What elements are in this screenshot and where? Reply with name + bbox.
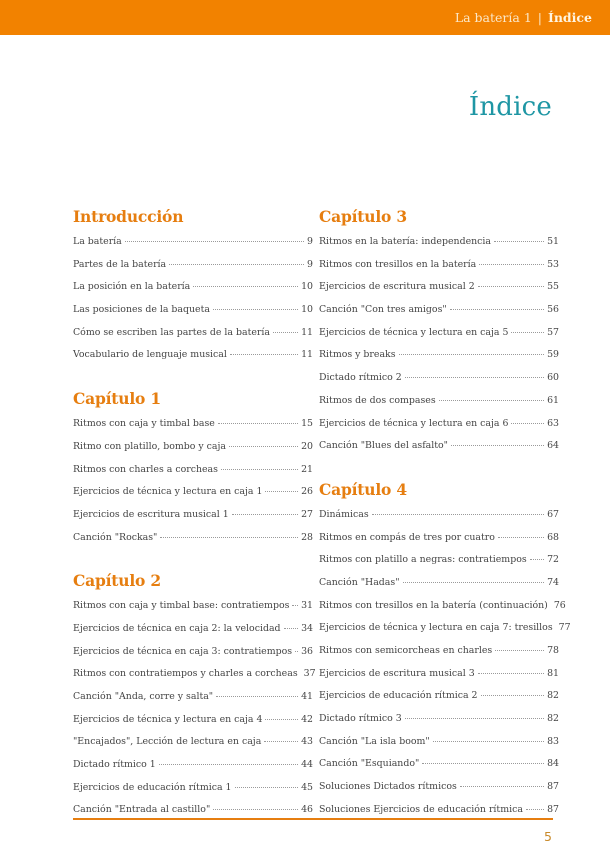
- dot-leader: [213, 809, 298, 810]
- entry-page-number: 56: [547, 304, 559, 316]
- toc-entry[interactable]: [319, 776, 559, 799]
- dot-leader: [481, 695, 545, 696]
- entry-page-number: 81: [547, 667, 559, 679]
- toc-entry[interactable]: [319, 663, 559, 686]
- entry-label: La posición en la batería: [73, 281, 191, 293]
- dot-leader: [232, 514, 298, 515]
- dot-leader: [526, 809, 544, 810]
- toc-entry[interactable]: [319, 731, 559, 754]
- entry-page-number: 42: [301, 713, 313, 725]
- header-separator: |: [537, 10, 542, 25]
- entry-page-number: 27: [301, 508, 313, 520]
- entry-page-number: 76: [553, 599, 566, 611]
- entry-label: Soluciones Dictados rítmicos: [319, 781, 457, 793]
- toc-entry[interactable]: [73, 231, 313, 254]
- entry-page-number: 46: [301, 804, 313, 816]
- toc-entry[interactable]: [73, 754, 313, 777]
- dot-leader: [295, 651, 298, 652]
- entry-page-number: 67: [547, 508, 559, 520]
- dot-leader: [218, 423, 298, 424]
- toc-entry[interactable]: [73, 481, 313, 504]
- entry-label: Canción "Hadas": [319, 576, 400, 588]
- toc-chapter: [73, 206, 313, 367]
- entry-label: La batería: [73, 236, 122, 247]
- dot-leader: [460, 786, 544, 787]
- entry-label: Vocabulario de lenguaje musical: [73, 349, 227, 361]
- entry-label: Canción "Blues del asfalto": [319, 440, 448, 452]
- toc-chapter: [319, 206, 559, 458]
- entry-page-number: 63: [547, 417, 559, 429]
- entry-page-number: 44: [301, 759, 313, 771]
- toc-entry[interactable]: [319, 231, 559, 254]
- dot-leader: [498, 537, 544, 538]
- toc-entry[interactable]: [73, 777, 313, 800]
- toc-entry[interactable]: [73, 663, 316, 686]
- entry-page-number: 10: [301, 281, 313, 293]
- entry-label: Ejercicios de educación rítmica 1: [73, 781, 232, 793]
- toc-entry[interactable]: [73, 436, 313, 459]
- dot-leader: [478, 673, 544, 674]
- toc-entry[interactable]: [319, 322, 559, 345]
- chapter-title: Capítulo 2: [73, 571, 161, 591]
- toc-entry[interactable]: [319, 413, 559, 436]
- toc-entry[interactable]: [319, 617, 571, 640]
- chapter-title: Introducción: [73, 207, 184, 226]
- toc-entry[interactable]: [319, 435, 559, 458]
- entry-page-number: 20: [301, 440, 313, 452]
- dot-leader: [405, 718, 544, 719]
- toc-entry[interactable]: [73, 731, 313, 754]
- dot-leader: [292, 605, 298, 606]
- entry-page-number: 41: [301, 691, 313, 702]
- toc-entry[interactable]: [319, 753, 559, 776]
- toc-entry[interactable]: [73, 641, 313, 664]
- chapter-title: Capítulo 1: [73, 389, 161, 409]
- entry-label: Ejercicios de técnica en caja 2: la velocidad: [73, 622, 281, 634]
- toc-entry[interactable]: [73, 504, 313, 527]
- dot-leader: [511, 423, 544, 424]
- toc-entry[interactable]: [319, 299, 559, 322]
- entry-label: Ejercicios de técnica y lectura en caja 5: [319, 326, 509, 338]
- toc-chapter: [73, 570, 316, 822]
- toc-column-right: [319, 206, 571, 843]
- entry-page-number: 31: [301, 600, 313, 612]
- entry-label: Canción "Entrada al castillo": [73, 804, 211, 816]
- dot-leader: [479, 264, 544, 265]
- entry-label: Dictado rítmico 1: [73, 759, 156, 771]
- entry-label: "Encajados", Lección de lectura en caja: [73, 736, 262, 748]
- entry-label: Canción "La isla boom": [319, 735, 430, 747]
- dot-leader: [451, 445, 544, 446]
- entry-page-number: 11: [301, 326, 313, 338]
- book-title: La batería 1: [454, 10, 532, 25]
- entry-page-number: 53: [547, 258, 559, 270]
- entry-page-number: 59: [547, 349, 559, 361]
- entry-label: Ritmo con platillo, bombo y caja: [73, 440, 226, 452]
- dot-leader: [273, 332, 298, 333]
- toc-entry[interactable]: [73, 322, 313, 345]
- dot-leader: [169, 264, 304, 265]
- toc-entry[interactable]: [319, 527, 559, 550]
- entry-label: Ejercicios de escritura musical 3: [319, 667, 475, 679]
- dot-leader: [403, 582, 545, 583]
- footer-divider: [73, 818, 553, 820]
- entry-label: Dinámicas: [319, 508, 369, 520]
- entry-label: Ritmos con caja y timbal base: [73, 418, 215, 430]
- dot-leader: [160, 537, 298, 538]
- toc-entry[interactable]: [73, 527, 313, 550]
- entry-label: Ritmos de dos compases: [319, 394, 436, 406]
- entry-label: Ejercicios de técnica y lectura en caja 7: tresillos: [319, 622, 553, 634]
- entry-label: Ritmos en compás de tres por cuatro: [319, 531, 495, 543]
- dot-leader: [265, 719, 298, 720]
- toc-entry[interactable]: [73, 254, 313, 277]
- entry-label: Ritmos con tresillos en la batería (continuación): [319, 599, 548, 611]
- entry-page-number: 11: [301, 349, 313, 361]
- dot-leader: [125, 241, 304, 242]
- entry-page-number: 82: [547, 713, 559, 725]
- toc-chapter: [319, 479, 571, 822]
- entry-page-number: 60: [547, 372, 559, 384]
- entry-label: Partes de la batería: [73, 258, 167, 270]
- entry-page-number: 15: [301, 418, 313, 430]
- entry-page-number: 9: [307, 236, 313, 247]
- dot-leader: [494, 241, 544, 242]
- toc-entry[interactable]: [319, 276, 559, 299]
- toc-entry[interactable]: [73, 459, 313, 482]
- dot-leader: [159, 764, 298, 765]
- entry-page-number: 78: [547, 645, 559, 656]
- toc-entry[interactable]: [319, 572, 559, 595]
- dot-leader: [284, 628, 299, 629]
- toc-entry[interactable]: [319, 367, 559, 390]
- toc-entry[interactable]: [73, 344, 313, 367]
- toc-entry[interactable]: [319, 390, 559, 413]
- entry-label: Canción "Esquiando": [319, 758, 420, 770]
- toc-entry[interactable]: [319, 595, 566, 618]
- toc-entry[interactable]: [319, 685, 559, 708]
- dot-leader: [439, 400, 544, 401]
- entry-page-number: 57: [547, 326, 559, 338]
- entry-page-number: 82: [547, 690, 559, 702]
- page-number: 5: [544, 829, 552, 844]
- toc-entry[interactable]: [319, 708, 559, 731]
- toc-column-left: [73, 206, 316, 843]
- entry-page-number: 36: [301, 645, 313, 657]
- toc-entry[interactable]: [73, 709, 313, 732]
- toc-entry[interactable]: [319, 344, 559, 367]
- dot-leader: [399, 354, 545, 355]
- dot-leader: [265, 491, 298, 492]
- dot-leader: [235, 787, 299, 788]
- entry-page-number: 74: [547, 576, 559, 588]
- entry-label: Ejercicios de técnica y lectura en caja 6: [319, 417, 509, 429]
- entry-label: Ritmos y breaks: [319, 349, 396, 361]
- entry-label: Canción "Con tres amigos": [319, 304, 447, 316]
- dot-leader: [213, 309, 298, 310]
- toc-chapter: [73, 388, 313, 549]
- entry-page-number: 77: [558, 622, 571, 634]
- entry-label: Ritmos con semicorcheas en charles: [319, 645, 493, 656]
- entry-label: Las posiciones de la baqueta: [73, 304, 210, 316]
- entry-label: Ritmos con caja y timbal base: contratiempos: [73, 600, 290, 612]
- toc-entry[interactable]: [73, 686, 313, 709]
- entry-label: Canción "Rockas": [73, 531, 158, 543]
- entry-page-number: 26: [301, 486, 313, 498]
- entry-page-number: 87: [547, 803, 559, 815]
- entry-page-number: 64: [547, 440, 559, 452]
- toc-entry[interactable]: [319, 549, 559, 572]
- dot-leader: [433, 741, 544, 742]
- entry-label: Cómo se escriben las partes de la batería: [73, 326, 270, 338]
- entry-page-number: 51: [547, 236, 559, 247]
- entry-page-number: 87: [547, 781, 559, 793]
- chapter-title: Capítulo 3: [319, 207, 407, 226]
- chapter-title: Capítulo 4: [319, 479, 407, 499]
- toc-entry[interactable]: [319, 640, 559, 663]
- entry-page-number: 55: [547, 281, 559, 293]
- toc-entry[interactable]: [319, 254, 559, 277]
- dot-leader: [372, 514, 544, 515]
- dot-leader: [405, 377, 544, 378]
- section-title: Índice: [548, 10, 592, 25]
- toc-entry[interactable]: [73, 413, 313, 436]
- entry-label: Ritmos con charles a corcheas: [73, 463, 218, 475]
- entry-label: Ritmos con contratiempos y charles a corcheas: [73, 668, 298, 680]
- entry-page-number: 34: [301, 622, 313, 634]
- entry-label: Ejercicios de educación rítmica 2: [319, 690, 478, 702]
- toc-entry[interactable]: [73, 299, 313, 322]
- entry-page-number: 43: [301, 736, 313, 748]
- entry-page-number: 61: [547, 394, 559, 406]
- entry-label: Ejercicios de técnica y lectura en caja 1: [73, 486, 263, 498]
- entry-label: Ritmos con platillo a negras: contratiempos: [319, 554, 527, 566]
- entry-label: Dictado rítmico 3: [319, 713, 402, 725]
- entry-label: Ejercicios de técnica y lectura en caja 4: [73, 713, 263, 725]
- dot-leader: [221, 469, 298, 470]
- header-bar: [0, 0, 610, 35]
- entry-page-number: 9: [307, 258, 313, 270]
- toc-entry[interactable]: [319, 504, 559, 527]
- entry-page-number: 21: [301, 463, 313, 475]
- page-title: Índice: [468, 92, 552, 122]
- entry-page-number: 68: [547, 531, 559, 543]
- dot-leader: [229, 446, 298, 447]
- entry-label: Dictado rítmico 2: [319, 372, 402, 384]
- entry-page-number: 72: [547, 554, 559, 566]
- dot-leader: [422, 763, 544, 764]
- dot-leader: [450, 309, 544, 310]
- dot-leader: [264, 741, 298, 742]
- entry-label: Ritmos en la batería: independencia: [319, 236, 491, 247]
- entry-label: Canción "Anda, corre y salta": [73, 691, 214, 702]
- dot-leader: [193, 286, 298, 287]
- dot-leader: [216, 696, 298, 697]
- dot-leader: [511, 332, 544, 333]
- entry-page-number: 28: [301, 531, 313, 543]
- dot-leader: [478, 286, 544, 287]
- entry-label: Ejercicios de escritura musical 2: [319, 281, 475, 293]
- toc-entry[interactable]: [73, 276, 313, 299]
- entry-label: Soluciones Ejercicios de educación rítmica: [319, 803, 523, 815]
- dot-leader: [230, 354, 298, 355]
- entry-label: Ejercicios de técnica en caja 3: contratiempos: [73, 645, 293, 657]
- entry-page-number: 45: [301, 781, 313, 793]
- entry-label: Ejercicios de escritura musical 1: [73, 508, 229, 520]
- entry-label: Ritmos con tresillos en la batería: [319, 258, 477, 270]
- entry-page-number: 84: [547, 758, 559, 770]
- entry-page-number: 10: [301, 304, 313, 316]
- dot-leader: [495, 650, 544, 651]
- toc-entry[interactable]: [73, 595, 313, 618]
- entry-page-number: 83: [547, 735, 559, 747]
- dot-leader: [530, 559, 544, 560]
- toc-entry[interactable]: [73, 618, 313, 641]
- entry-page-number: 37: [303, 668, 316, 680]
